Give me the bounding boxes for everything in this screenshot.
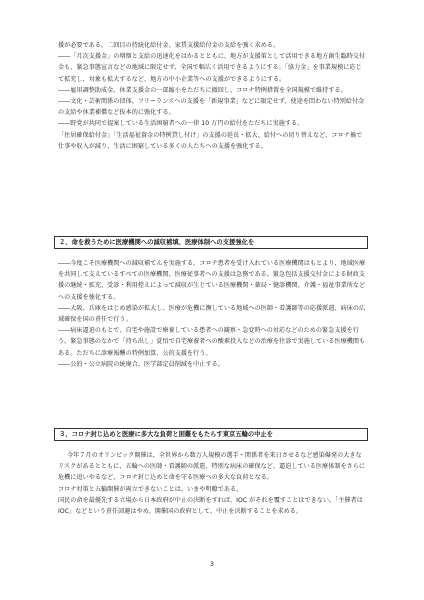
section-2-body: ――今度こそ医療機関への減収補てんを実施する。コロナ患者を受け入れている医療機関はもとより、地域医療を共同して支えているすべての医療機関、医療従事者への支援は急務である。緊急包括支援交付金による財政支援の継続・拡充、受診・利用控えによって減収が生じている医療機関・薬局・健診機関、介護・福祉事業所などへの支援を強化する。 ――大阪、兵庫をはじめ感染が拡大し、医療が危機に瀕している地域への医師・看護師等の応援派遣、病床の広域確保を国の責任で行う。 ――病床逼迫のもとで、自宅や施設で療養している患者への観察・急変時への対応などのための緊急支援を行う。緊急事態のなかで「持ち出し」覚悟で自宅療養者への酸素投入などの治療を往診で実施している医療機関もある。ただちに診療報酬の特例加算、公的支援を行う。 ――公的・公立病院の統廃合、医学部定員削減を中止する。 xyxy=(58,260,366,368)
intro-paragraph: 援が必要である。二回目の持続化給付金、家賃支援給付金の支給を強く求める。 ――「月次支援金」の増額と支給の迅速化をはかるとともに、地方が支援策として活用できる地方創生臨時交付金も、緊急事態宣言などの地域に限定せず、全国で幅広く活用できるようにする。「協力金」を事業規模に応じて拡充し、対象も拡大するなど、地方の中小企業等への支援ができるようにする。 ――雇用調整助成金、休業支援金の一部縮小をただちに撤回し、コロナ特例措置を全国規模で維持する。 ――文化・芸術関係の団体、フリーランスへの支援を「新規事業」などに限定せず、使途を問わない特別給付金の支給や休業補償など抜本的に強化する。 ――野党が共同で提案している生活困窮者への一律 10 万円の給付をただちに実施する。 「住居確保給付金」「生活福祉資金の特例貸し付け」の支援の延長・拡大、給付への切り替えなど、コロナ禍で仕事や収入が減り、生活に困窮している多くの人たちへの支援を強化する。 xyxy=(58,42,366,150)
section-3-body: 今年７月のオリンピック開催は、全世界から数万人規模の選手・関係者を来日させるなど感染爆発の大きなリスクがあるとともに、五輪への医師・看護師の派遣、特別な病床の確保など、逼迫している医療体制をさらに危機に追いやるなど、コロナ封じ込めと命を守る医療への多大な負荷となる。 コロナ対策と五輪開催が両立できないことは、いまや明瞭である。 国民の命を最優先する立場から日本政府が中止の決断をすれば、IOC がそれを覆すことはできない。「主催者は IOC」などという責任回避はやめ、開催国の政府として、中止を決断することを求める。 xyxy=(58,452,366,516)
page-number: 3 xyxy=(209,560,215,568)
section-3-heading: ３、コロナ封じ込めと医療に多大な負荷と困難をもたらす東京五輪の中止を xyxy=(54,428,368,441)
section-2-heading: ２、命を救うために医療機関への減収補填、医療体制への支援強化を xyxy=(54,236,368,249)
